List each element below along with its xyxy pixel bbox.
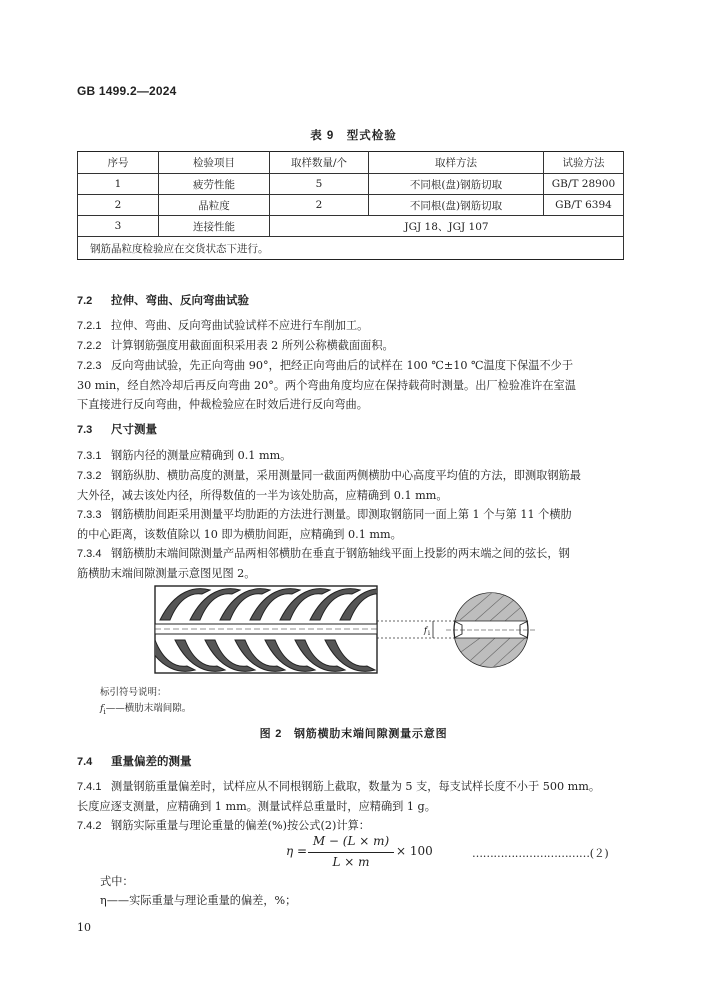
section-title: 拉伸、弯曲、反向弯曲试验 [111, 295, 249, 307]
eta-definition: η——实际重量与理论重量的偏差，%； [100, 894, 297, 907]
clause-number: 7.3.4 [77, 548, 102, 560]
clause-number: 7.3.3 [77, 509, 102, 521]
clause-text: 钢筋横肋末端间隙测量产品两相邻横肋在垂直于钢筋轴线平面上投影的两末端之间的弦长，钢 [111, 547, 570, 560]
table-cell: 2 [78, 195, 159, 216]
table-note: 钢筋晶粒度检验应在交货状态下进行。 [78, 237, 624, 260]
clause-number: 7.4.2 [77, 820, 102, 832]
symbol: f [100, 703, 104, 714]
where-label: 式中： [100, 875, 134, 888]
clause-number: 7.3.2 [77, 470, 102, 482]
section-7-3-heading [77, 421, 157, 437]
table-row [78, 195, 624, 216]
standard-number: GB 1499.2—2024 [77, 84, 177, 98]
clause-text-line: 下直接进行反向弯曲，仲裁检验应在时效后进行反向弯曲。 [77, 398, 368, 411]
clause-7-3-1 [77, 446, 627, 466]
gap-dimension-subscript: i [428, 630, 430, 637]
clause-text-line: 的中心距离，该数值除以 10 即为横肋间距，应精确到 0.1 mm。 [77, 528, 402, 541]
fraction-bar [308, 852, 394, 853]
section-number: 7.2 [77, 295, 93, 307]
clause-7-3-2 [77, 466, 627, 486]
table-row [78, 216, 624, 237]
rebar-figure [150, 580, 560, 680]
clause-number: 7.2.1 [77, 320, 102, 332]
clause-number: 7.4.1 [77, 781, 102, 793]
clause-7-2-3 [77, 356, 627, 376]
symbol-description: ——横肋末端间隙。 [105, 703, 192, 714]
table-note-row [78, 237, 624, 260]
table-cell: 连接性能 [159, 216, 270, 237]
section-7-2-heading [77, 292, 249, 308]
section-7-4-heading [77, 753, 192, 769]
formula-multiplier: × 100 [396, 844, 433, 858]
table-cell: 晶粒度 [159, 195, 270, 216]
formula-lhs: η = [286, 844, 308, 858]
clause-7-2-1 [77, 316, 627, 336]
clause-text: 计算钢筋强度用截面面积采用表 2 所列公称横截面面积。 [111, 339, 394, 352]
section-number: 7.3 [77, 424, 93, 436]
clause-text: 测量钢筋重量偏差时，试样应从不同根钢筋上截取，数量为 5 支，每支试样长度不小于 500 mm。 [111, 780, 601, 793]
clause-text: 钢筋纵肋、横肋高度的测量，采用测量同一截面两侧横肋中心高度平均值的方法，即测取钢筋最 [111, 469, 581, 482]
clause-text-line: 30 min，经自然冷却后再反向弯曲 20°。两个弯曲角度均应在保持载荷时测量。出厂检验准许在室温 [77, 379, 576, 392]
section-7-3-body [77, 446, 627, 583]
formula-number: ……………………………(２) [472, 847, 609, 860]
clause-text: 钢筋横肋间距采用测量平均肋距的方法进行测量。即测取钢筋同一面上第 1 个与第 11 个横肋 [111, 508, 572, 521]
symbol-note-title: 标引符号说明： [100, 687, 167, 698]
col-header: 取样数量/个 [270, 152, 369, 174]
section-7-4-body [77, 777, 629, 836]
col-header: 检验项目 [159, 152, 270, 174]
table-cell: GB/T 6394 [544, 195, 624, 216]
symbol-subscript: i [103, 707, 106, 716]
table-cell: JGJ 18、JGJ 107 [270, 216, 624, 237]
section-number: 7.4 [77, 756, 93, 768]
table-caption: 表 9 型式检验 [310, 130, 397, 142]
table-cell: 疲劳性能 [159, 174, 270, 195]
table-cell: 2 [270, 195, 369, 216]
section-title: 尺寸测量 [111, 424, 157, 436]
rebar-side-view [150, 586, 390, 673]
table-cell: 1 [78, 174, 159, 195]
symbol-note [100, 700, 191, 716]
clause-7-4-2 [77, 816, 629, 836]
table-cell: 不同根(盘)钢筋切取 [369, 195, 544, 216]
table-cell: GB/T 28900 [544, 174, 624, 195]
clause-text: 钢筋实际重量与理论重量的偏差(%)按公式(2)计算： [111, 819, 370, 832]
table-header-row [78, 152, 624, 174]
clause-text: 拉伸、弯曲、反向弯曲试验试样不应进行车削加工。 [111, 319, 369, 332]
section-7-2-body [77, 316, 627, 414]
col-header: 序号 [78, 152, 159, 174]
clause-7-4-1 [77, 777, 629, 797]
gap-dimension-label: f [424, 626, 427, 635]
type-test-table [77, 151, 624, 260]
rebar-cross-section [446, 590, 536, 670]
clause-text-line: 长度应逐支测量，应精确到 1 mm。测量试样总重量时，应精确到 1 g。 [77, 800, 436, 813]
figure-caption: 图 2 钢筋横肋末端间隙测量示意图 [259, 728, 448, 740]
formula-denominator: L × m [332, 855, 370, 869]
clause-7-3-3 [77, 505, 627, 525]
col-header: 试验方法 [544, 152, 624, 174]
clause-number: 7.3.1 [77, 450, 102, 462]
clause-7-2-2 [77, 336, 627, 356]
table-cell: 不同根(盘)钢筋切取 [369, 174, 544, 195]
clause-text-line: 大外径，减去该处内径，所得数值的一半为该处肋高，应精确到 0.1 mm。 [77, 489, 448, 502]
clause-number: 7.2.2 [77, 340, 102, 352]
clause-text: 反向弯曲试验，先正向弯曲 90°，把经正向弯曲后的试样在 100 ℃±10 ℃温度下保温不少于 [111, 359, 574, 372]
page-number: 10 [77, 921, 91, 934]
table-row [78, 174, 624, 195]
clause-7-3-4 [77, 544, 627, 564]
table-cell: 3 [78, 216, 159, 237]
clause-number: 7.2.3 [77, 360, 102, 372]
table-cell: 5 [270, 174, 369, 195]
clause-text: 钢筋内径的测量应精确到 0.1 mm。 [111, 449, 292, 462]
formula-numerator: M − (L × m) [312, 834, 390, 848]
clause-text-line: 筋横肋末端间隙测量示意图见图 2。 [77, 567, 256, 580]
col-header: 取样方法 [369, 152, 544, 174]
section-title: 重量偏差的测量 [111, 756, 192, 768]
